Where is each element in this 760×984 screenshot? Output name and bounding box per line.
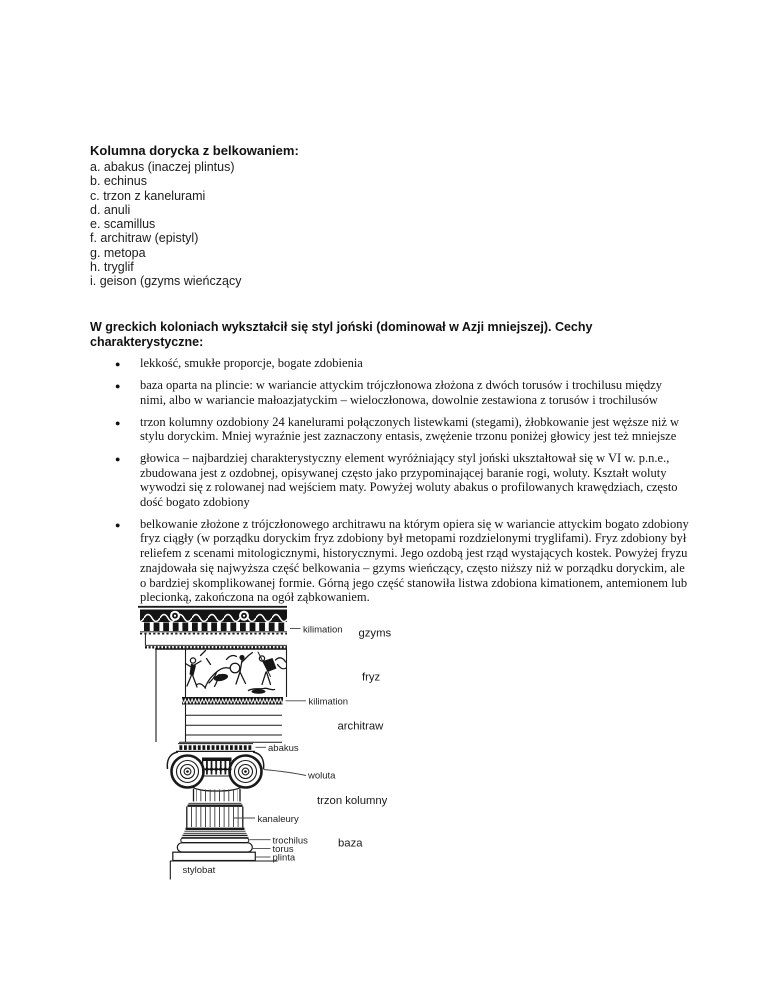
fryz-frieze-drawing <box>155 649 287 742</box>
list-item: e. scamillus <box>90 217 156 232</box>
bullet-item: ● baza oparta na plincie: w wariancie attyckim trójczłonowa złożona z dwóch torusów i trochilusu między nimi, albo w wariancie małoazjatyckim – wieloczłonowa, dowolnie zestawiona z torusów i trochilusów <box>90 378 690 407</box>
bullet-item: ● belkowanie złożone z trójczłonowego architrawu na którym opiera się w wariancie attyckim bogato zdobiony fryz ciągły (w porządku doryckim fryz zdobiony był metopami rozdzielonymi tryglifami). Fryz zdobiony był reliefem z scenami mitologicznymi, historycznymi. Jego ozdobą jest rząd wystających kostek. Powyżej fryzu znajdowała się najwyższa część belkowania – gzyms wieńczący, często niższy niż w porządku doryckim, ale o bardziej skomplikowanej formie. Górną jego część stanowiła listwa zdobiona kimationem, antemionem lub plecionką, zakończona na ogół ząbkowaniem. <box>90 517 690 605</box>
label-fryz: fryz <box>362 671 381 684</box>
label-plinta: plinta <box>272 852 296 864</box>
ionic-section <box>90 320 690 612</box>
frieze-figures <box>186 651 287 694</box>
shaft-drawing <box>185 789 246 831</box>
gzyms-cornice-drawing <box>138 607 287 648</box>
label-kanaleury: kanaleury <box>257 813 299 825</box>
ionic-heading: W greckich koloniach wykształcił się styl joński (dominował w Azji mniejszej). Cechy charakterystyczne: <box>90 320 593 350</box>
doric-heading: Kolumna dorycka z belkowaniem: <box>90 143 299 158</box>
ionic-column-diagram <box>130 600 470 900</box>
bullet-item: ● trzon kolumny ozdobiony 24 kanelurami połączonych listewkami (stegami), żłobkowanie jest węższe niż w stylu doryckim. Mniej wyraźnie jest zaznaczony entasis, zwężenie trzonu poniżej głowicy jest też mniejsze <box>90 415 690 444</box>
bullet-item: ● lekkość, smukłe proporcje, bogate zdobienia <box>90 356 690 371</box>
list-item: i. geison (gzyms wieńczący <box>90 274 242 289</box>
volute-right <box>230 756 262 788</box>
label-kilimation-top: kilimation <box>303 624 343 636</box>
doric-section <box>90 143 700 289</box>
bullet-item: ● głowica – najbardziej charakterystyczny element wyróżniający styl joński ukształtował się w VI w. p.n.e., zbudowana jest z ozdobnej, opisywanej często jako przypominającej baranie rogi, woluty. Kształt woluty wywodzi się z rolowanej nad wejściem maty. Powyżej woluty abakus o profilowanych krawędziach, często dość bogato zdobiony <box>90 451 690 510</box>
list-item: f. architraw (epistyl) <box>90 231 199 246</box>
label-stylobat: stylobat <box>182 864 216 876</box>
ionic-bullet-list <box>90 356 690 605</box>
label-trzon-kolumny: trzon kolumny <box>317 795 388 807</box>
label-gzyms: gzyms <box>358 627 392 640</box>
label-kilimation-mid: kilimation <box>308 696 349 708</box>
label-architraw: architraw <box>337 720 384 733</box>
architraw-drawing <box>179 705 282 743</box>
doric-list <box>90 160 700 289</box>
list-item: g. metopa <box>90 245 146 260</box>
list-item: b. echinus <box>90 174 147 189</box>
label-trochilus: trochilus <box>272 835 308 847</box>
label-torus: torus <box>272 844 294 855</box>
list-item: d. anuli <box>90 202 131 217</box>
list-item: a. abakus (inaczej plintus) <box>90 160 235 174</box>
label-baza: baza <box>338 837 363 850</box>
list-item: h. tryglif <box>90 260 134 275</box>
label-abakus: abakus <box>268 743 299 754</box>
volute-left <box>172 756 204 788</box>
list-item: c. trzon z kanelurami <box>90 188 206 203</box>
label-woluta: woluta <box>308 770 336 782</box>
capital-drawing <box>167 744 263 791</box>
